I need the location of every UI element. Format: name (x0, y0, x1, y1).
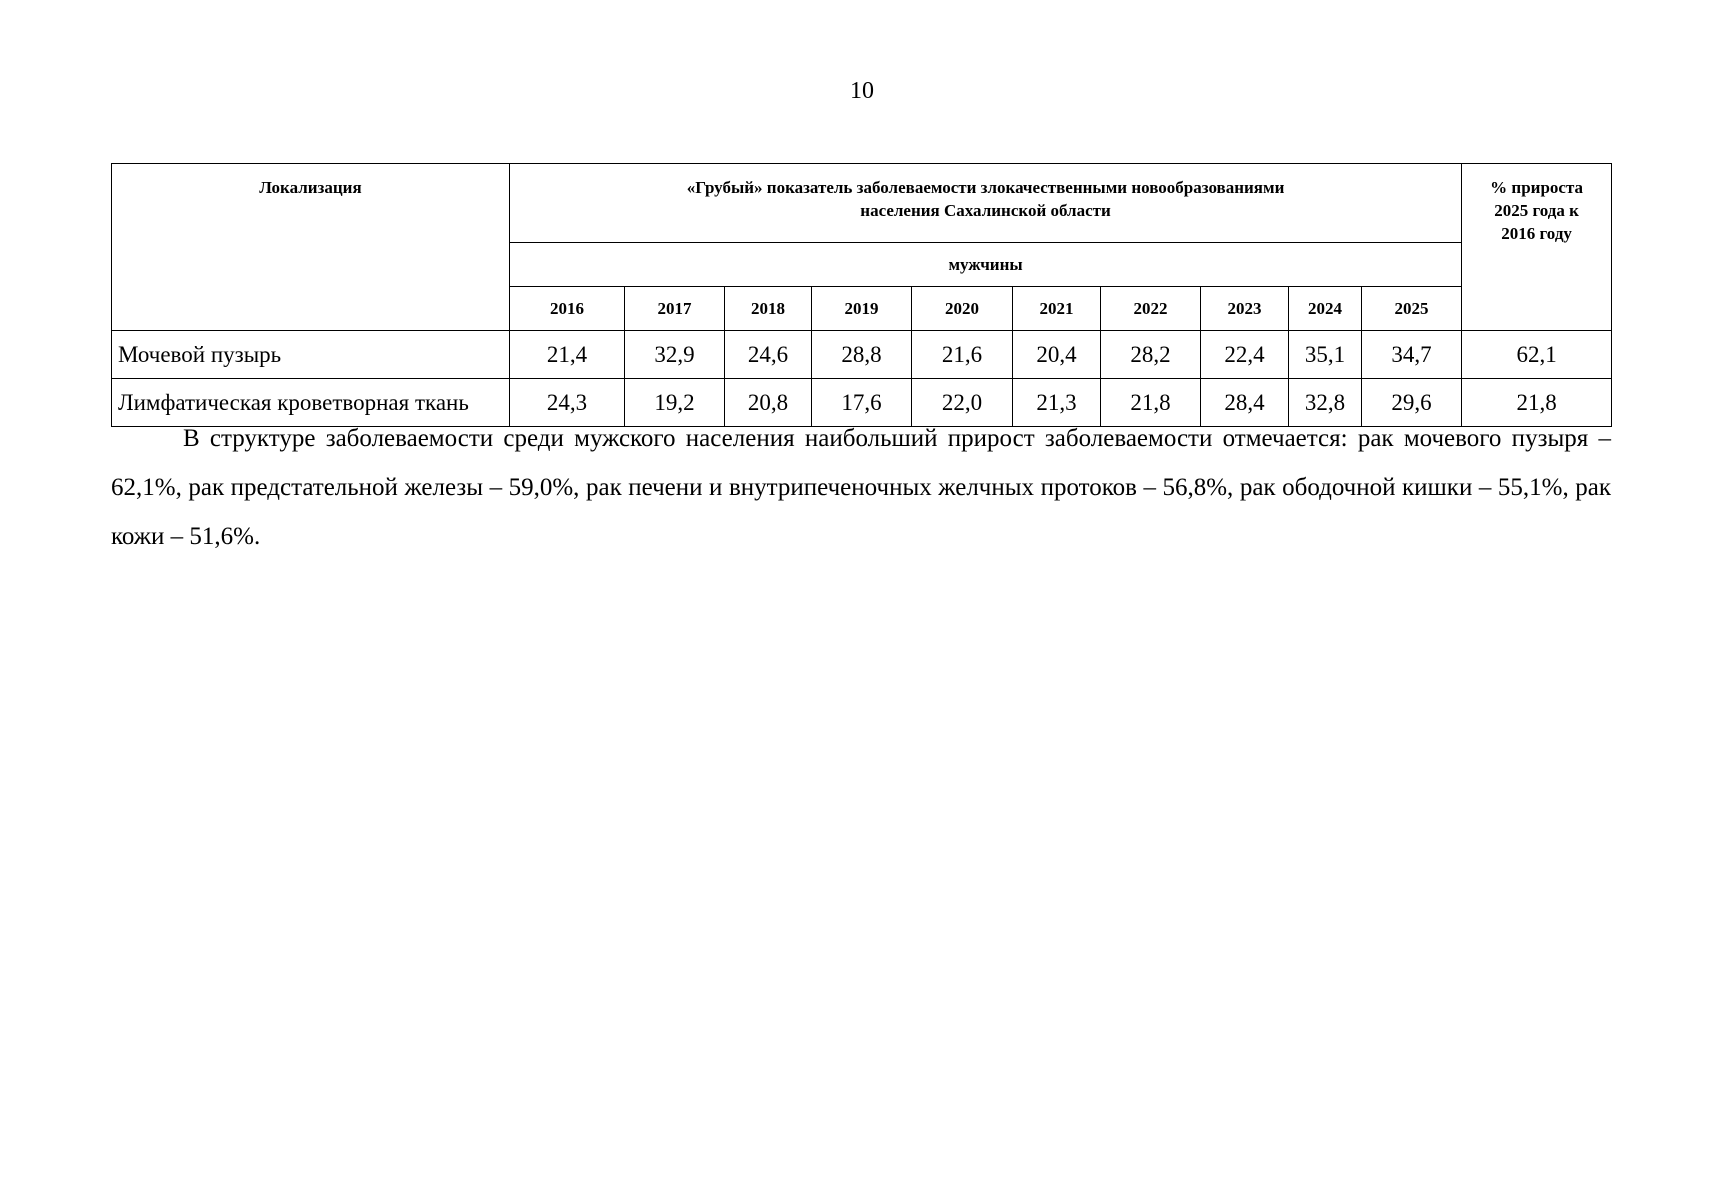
table-cell: 19,2 (625, 379, 725, 427)
table-cell: 28,2 (1101, 331, 1201, 379)
table-cell: 21,6 (912, 331, 1013, 379)
year-header: 2018 (725, 287, 812, 331)
table-cell: 24,6 (725, 331, 812, 379)
row-label: Мочевой пузырь (112, 331, 510, 379)
table-cell: 22,0 (912, 379, 1013, 427)
growth-cell: 62,1 (1462, 331, 1612, 379)
table-cell: 34,7 (1362, 331, 1462, 379)
table-cell: 20,4 (1013, 331, 1101, 379)
table-cell: 28,8 (812, 331, 912, 379)
table-cell: 21,8 (1101, 379, 1201, 427)
table-cell: 35,1 (1289, 331, 1362, 379)
table-cell: 24,3 (510, 379, 625, 427)
year-header: 2016 (510, 287, 625, 331)
table-cell: 22,4 (1201, 331, 1289, 379)
row-label: Лимфатическая кроветворная ткань (112, 379, 510, 427)
page-number: 10 (850, 78, 874, 104)
group-header-men: мужчины (510, 243, 1462, 287)
indicator-header (510, 164, 1462, 243)
table-cell: 20,8 (725, 379, 812, 427)
year-header: 2020 (912, 287, 1013, 331)
year-header: 2021 (1013, 287, 1101, 331)
indicator-header-line-2: населения Сахалинской области (860, 201, 1111, 220)
table-row (112, 331, 1612, 379)
table-cell: 32,8 (1289, 379, 1362, 427)
localization-header: Локализация (112, 164, 510, 331)
incidence-table (111, 163, 1612, 427)
table-cell: 29,6 (1362, 379, 1462, 427)
growth-header-line-1: % прироста (1490, 178, 1584, 197)
year-header: 2023 (1201, 287, 1289, 331)
indicator-header-line-1: «Грубый» показатель заболеваемости злокачественными новообразованиями (686, 178, 1285, 197)
body-paragraph: В структуре заболеваемости среди мужского населения наибольший прирост заболеваемости отмечается: рак мочевого пузыря – 62,1%, рак предстательной железы – 59,0%, рак печени и внутрипеченочных желчных протоков – 56,8%, рак ободочной кишки – 55,1%, рак кожи – 51,6%. (111, 425, 1611, 550)
table-cell: 17,6 (812, 379, 912, 427)
growth-header (1462, 164, 1612, 331)
growth-header-line-3: 2016 году (1501, 224, 1572, 243)
year-header: 2019 (812, 287, 912, 331)
year-header: 2025 (1362, 287, 1462, 331)
table-cell: 32,9 (625, 331, 725, 379)
table-cell: 28,4 (1201, 379, 1289, 427)
year-header: 2017 (625, 287, 725, 331)
growth-header-line-2: 2025 года к (1494, 201, 1579, 220)
table-cell: 21,4 (510, 331, 625, 379)
table-cell: 21,3 (1013, 379, 1101, 427)
year-header: 2022 (1101, 287, 1201, 331)
year-header: 2024 (1289, 287, 1362, 331)
growth-cell: 21,8 (1462, 379, 1612, 427)
